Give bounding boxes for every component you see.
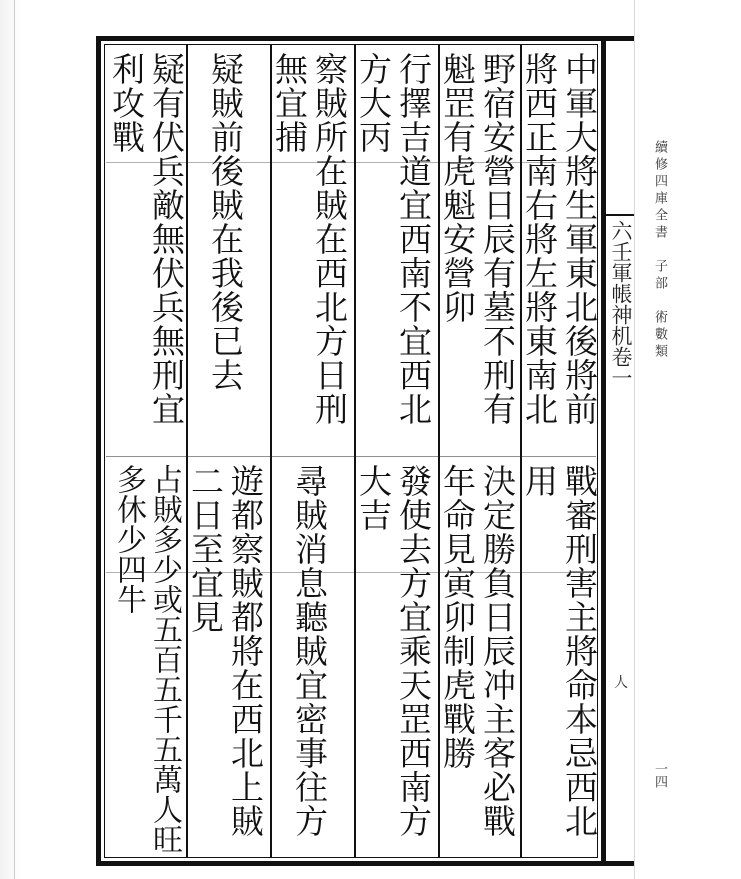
text-column-1	[520, 52, 599, 852]
text-column-2	[438, 52, 517, 852]
column-6-upper-text: 疑有伏兵敵無伏兵無刑宜利攻戰	[107, 52, 186, 426]
column-3-lower-text: 發使去方宜乘天罡西南方大吉	[354, 464, 433, 838]
page-edge-line	[14, 0, 15, 879]
folio-number-text: 一四	[652, 762, 667, 788]
page-right-border	[634, 0, 635, 879]
column-1-lower-text: 戰審刑害主將命本忌西北用	[520, 464, 599, 838]
column-4-upper-text: 察賊所在賊在西北方日刑無宜捕	[270, 52, 349, 426]
book-page-edge	[0, 0, 22, 879]
column-4-lower-text: 尋賊消息聽賊宜密事往方	[290, 464, 329, 838]
text-column-3	[354, 52, 433, 852]
column-6-lower-text: 占賊多少或五百五千五萬人旺多休少四牛	[111, 464, 182, 854]
fold-title-text: 六壬軍帳神机卷一	[609, 220, 633, 388]
column-2-lower-text: 決定勝負日辰冲主客必戰年命見寅卯制虎戰勝	[438, 464, 517, 838]
text-column-6	[108, 52, 184, 852]
column-5-lower-text: 遊都察賊都將在西北上賊二日至宜見	[186, 464, 265, 838]
series-title-text: 續修四庫全書 子部 術數類	[652, 140, 667, 361]
column-5-upper-text: 疑賊前後賊在我後已去	[206, 52, 245, 392]
fold-fish-mark: 人	[614, 675, 628, 691]
column-3-upper-text: 行擇吉道宜西南不宜西北方大丙	[354, 52, 433, 426]
column-1-upper-text: 中軍大將生軍東北後將前將西正南右將左將東南北	[520, 52, 599, 426]
fold-title	[608, 220, 634, 470]
series-title	[648, 140, 670, 440]
column-2-upper-text: 野宿安營日辰有墓不刑有魁罡有虎魁安營卯	[438, 52, 517, 426]
text-column-4	[270, 52, 349, 852]
fold-fish-tail-mark	[606, 214, 634, 216]
folio-number	[648, 762, 670, 788]
text-column-5	[186, 52, 265, 852]
